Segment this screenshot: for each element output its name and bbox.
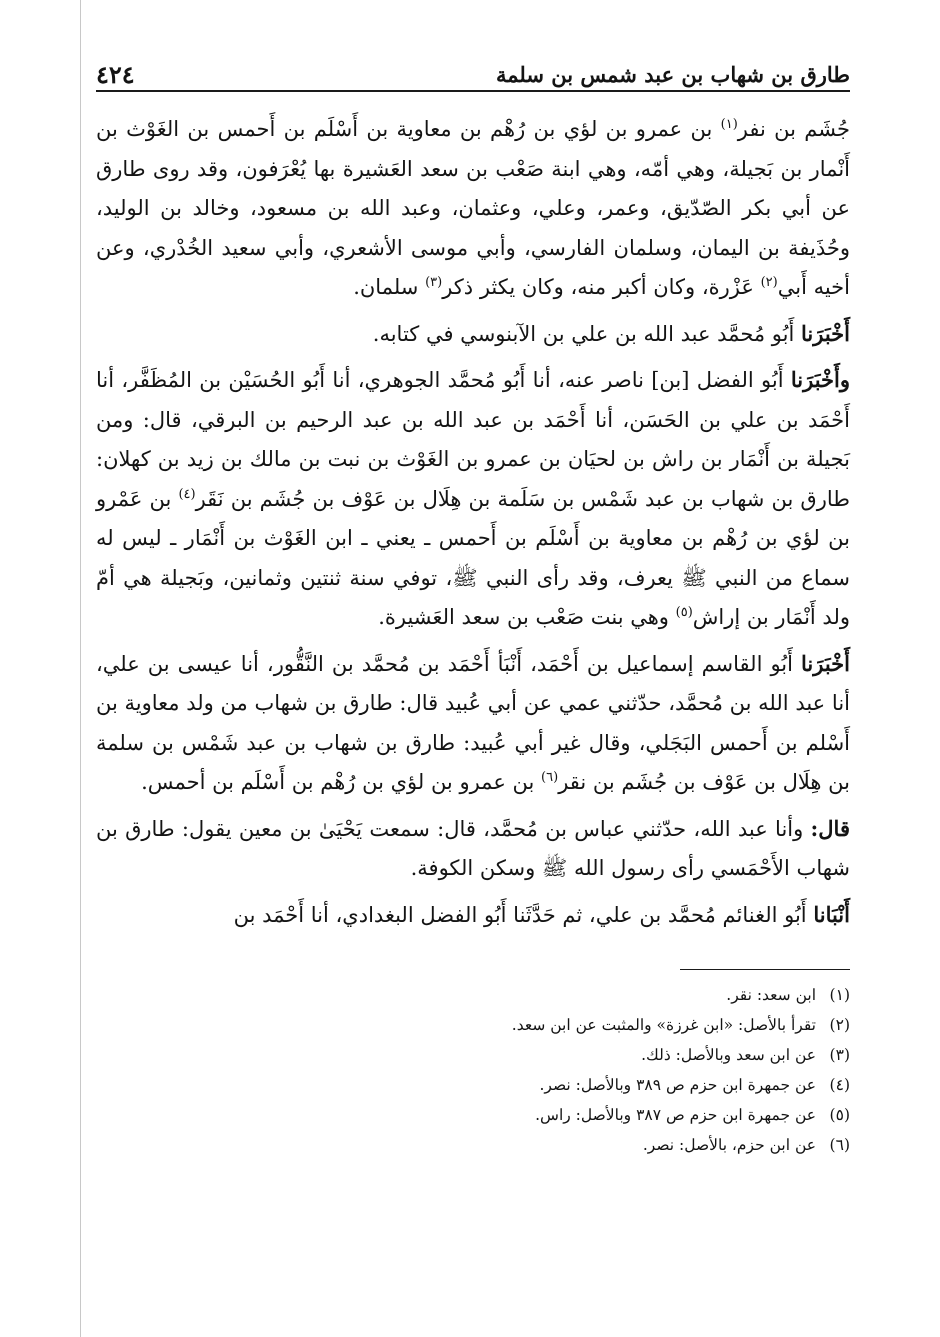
narration-lead: أَنْبَانا	[813, 901, 850, 927]
footnote-number: (٢)	[829, 1016, 850, 1034]
footnote	[96, 980, 850, 1010]
book-page	[96, 52, 850, 1160]
footnote-text: تقرأ بالأصل: «ابن غرزة» والمثبت عن ابن سعد.	[511, 1016, 816, 1034]
text-run: جُشَم بن نفر	[737, 117, 850, 141]
footnote-ref: (١)	[720, 117, 738, 132]
paragraph	[96, 809, 850, 889]
text-run: وأنا عبد الله، حدّثني عباس بن مُحمَّد، قال: سمعت يَحْيَىٰ بن معين يقول: طارق بن شهاب الأَحْمَسي رأى رسول الله ﷺ وسكن الكوفة.	[96, 816, 850, 880]
paragraph	[96, 360, 850, 638]
footnote-ref: (٣)	[425, 275, 443, 290]
narration-lead: وأَخْبَرَنا	[790, 367, 850, 392]
footnote-ref: (٦)	[541, 770, 559, 785]
paragraph	[96, 644, 850, 803]
footnote-number: (١)	[829, 986, 850, 1004]
narration-lead: قال:	[810, 815, 850, 841]
footnote-number: (٣)	[829, 1046, 850, 1064]
footnote-text: عن جمهرة ابن حزم ص ٣٨٧ وبالأصل: راس.	[535, 1106, 816, 1124]
footnote-number: (٥)	[829, 1106, 850, 1124]
running-title: طارق بن شهاب بن عبد شمس بن سلمة	[495, 62, 850, 87]
narration-lead: أَخْبَرَنا	[801, 320, 850, 346]
page-header	[96, 52, 850, 92]
page-number: ٤٢٤	[96, 60, 135, 89]
footnotes	[96, 980, 850, 1160]
footnote-text: عن ابن حزم، بالأصل: نصر.	[642, 1136, 816, 1154]
paragraph	[96, 110, 850, 308]
footnote-ref: (٤)	[178, 486, 196, 502]
footnote	[96, 1010, 850, 1040]
footnote	[96, 1040, 850, 1070]
footnote-ref: (٢)	[760, 275, 778, 290]
text-run: أَبُو مُحمَّد عبد الله بن علي بن الآبنوسي في كتابه.	[372, 321, 802, 346]
footnote-text: ابن سعد: نقر.	[726, 986, 816, 1004]
footnote-divider	[680, 969, 850, 970]
text-run: أَبُو الفضل [بن] ناصر عنه، أنا أَبُو مُحمَّد الجوهري، أنا أَبُو الحُسَيْن بن المُظَفَّر، أنا أَحْمَد بن علي بن الحَسَن، أنا أَحْمَد بن عبد الله بن عبد الرحيم بن البرقي، قال: ومن بَجيلة بن أَنْمَار بن راش بن لحيَان بن عمرو بن الغَوْث بن نبت بن مالك بن زيد بن كهلان: طارق بن شهاب بن عبد شَمْس بن سَلَمة بن هِلَال بن عَوْف بن جُشَم بن نَقَر	[96, 368, 850, 511]
main-text	[96, 110, 850, 935]
footnote-number: (٦)	[829, 1136, 850, 1154]
paragraph	[96, 895, 850, 936]
text-run: بن عَمْرو بن لؤي بن رُهْم بن معاوية بن أَسْلَم بن أَحمس ـ يعني ـ ابن الغَوْث بن أَنْمَار ـ ليس له سماع من النبي ﷺ يعرف، وقد رأى النبي ﷺ، توفي سنة ثنتين وثمانين، وبَجيلة هي أمّ ولد أَنْمَار بن إراش	[96, 486, 850, 629]
paragraph	[96, 314, 850, 355]
footnote-text: عن جمهرة ابن حزم ص ٣٨٩ وبالأصل: نصر.	[539, 1076, 816, 1094]
footnote	[96, 1130, 850, 1160]
footnote-number: (٤)	[829, 1076, 850, 1094]
text-run: بن عمرو بن لؤي بن رُهْم بن أَسْلَم بن أحمس.	[141, 770, 542, 794]
footnote-ref: (٥)	[675, 605, 693, 620]
text-run: بن عمرو بن لؤي بن رُهْم بن معاوية بن أَسْلَم بن أَحمس بن الغَوْث بن أَنْمار بن بَجيلة، وهي أمّه، وهي ابنة صَعْب بن سعد العَشيرة بها يُعْرَفون، وقد روى طارق عن أبي بكر الصّدّيق، وعمر، وعلي، وعثمان، وعبد الله بن مسعود، وخالد بن الوليد، وحُذَيفة بن اليمان، وسلمان الفارسي، وأبي موسى الأشعري، وأبي سعيد الخُدْري، وعن أخيه أَبي	[96, 117, 850, 299]
narration-lead: أَخْبَرَنا	[801, 650, 850, 676]
text-run: أَبُو القاسم إسماعيل بن أَحْمَد، أَنْبَأ أَحْمَد بن مُحمَّد بن النَّقُّور، أنا عيسى بن علي، أنا عبد الله بن مُحمَّد، حدّثني عمي عن أبي عُبيد قال: طارق بن شهاب من ولد معاوية بن أَسْلم بن أَحمس البَجَلي، وقال غير أبي عُبيد: طارق بن شهاب بن عبد شَمْس بن سلمة بن هِلَال بن عَوْف بن جُشَم بن نقر	[96, 651, 850, 794]
text-run: سلمان.	[353, 275, 426, 299]
text-run: أَبُو الغنائم مُحمَّد بن علي، ثم حَدَّثَنا أَبُو الفضل البغدادي، أنا أَحْمَد بن	[233, 902, 814, 927]
footnote-text: عن ابن سعد وبالأصل: ذلك.	[641, 1046, 816, 1064]
binding-margin-line	[80, 0, 81, 1337]
text-run: وهي بنت صَعْب بن سعد العَشيرة.	[378, 605, 676, 629]
text-run: عَزْرة، وكان أكبر منه، وكان يكثر ذكر	[442, 275, 761, 299]
footnote	[96, 1100, 850, 1130]
footnote	[96, 1070, 850, 1100]
